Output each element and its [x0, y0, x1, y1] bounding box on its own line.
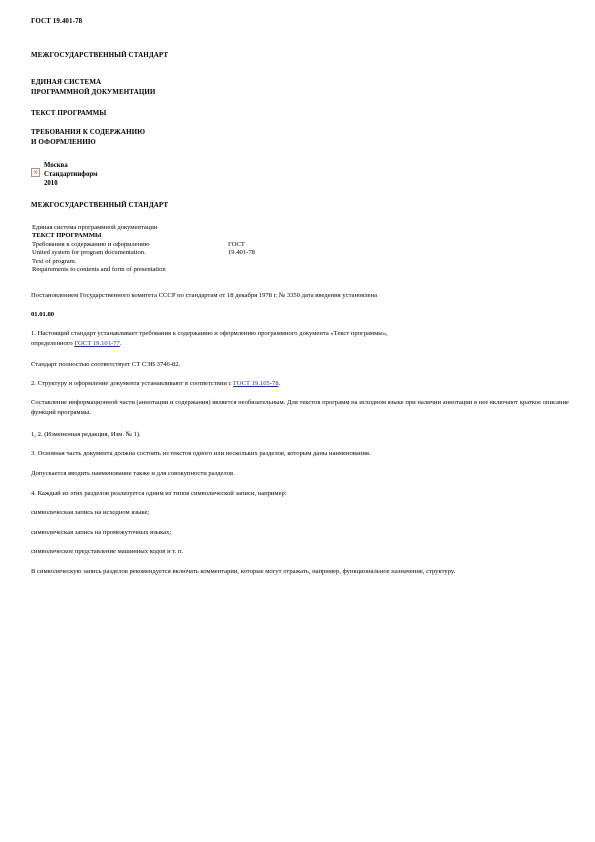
broken-image-icon: ×	[32, 169, 39, 176]
title-block-line-1: Единая система программной документации	[32, 224, 158, 231]
system-line-2: ПРОГРАММНОЙ ДОКУМЕНТАЦИИ	[31, 88, 156, 96]
paragraph-7: Допускается вводить наименование также и для совокупности разделов.	[31, 470, 235, 477]
effective-date: 01.01.80	[31, 311, 55, 318]
publisher-block	[44, 161, 98, 188]
decree-paragraph: Постановлением Государственного комитета СССР по стандартам от 18 декабря 1978 г. № 3350 дата введения установлена	[31, 292, 377, 299]
title-block-line-3: Требования к содержанию и оформлению	[32, 240, 150, 248]
paragraph-8: 4. Каждый из этих разделов реализуется одним из типов символической записи, например:	[31, 490, 287, 497]
publisher-name: Стандартинформ	[44, 171, 98, 178]
paragraph-3-end: .	[278, 380, 281, 387]
gost-number: 19.401-78	[228, 249, 255, 257]
gost-19-101-77-link[interactable]: ГОСТ 19.101-77	[74, 340, 120, 347]
subtitle-line-1: ТРЕБОВАНИЯ К СОДЕРЖАНИЮ	[31, 128, 146, 136]
paragraph-12: В символическую запись разделов рекомендуется включать комментарии, которые могут отражать, например, функциональное назначение, структуру.	[31, 568, 456, 575]
paragraph-1	[31, 329, 388, 349]
system-line-1: ЕДИНАЯ СИСТЕМА	[31, 78, 102, 86]
paragraph-9: символическая запись на исходном языке;	[31, 509, 150, 516]
paragraph-4: Составление информационной части (аннотации и содержания) является необязательным. Для текстов программ на исходном языке при наличии аннотации в нее включают краткое описание функций программы.	[31, 399, 569, 416]
gost-label: ГОСТ	[228, 240, 245, 248]
paragraph-1-text: определенного	[31, 340, 75, 347]
publisher-year: 2010	[44, 180, 58, 187]
title-block-row	[32, 266, 166, 274]
paragraph-1-line-2	[31, 339, 388, 349]
paragraph-3-text: 2. Структуру и оформление документа устанавливают в соответствии с	[31, 380, 234, 387]
paragraph-3	[31, 379, 280, 389]
document-title: ТЕКСТ ПРОГРАММЫ	[31, 109, 107, 117]
title-block-line-4: United system for program documentation.	[32, 249, 146, 257]
title-block-line-5: Text of program.	[32, 257, 77, 265]
gost-19-105-78-link[interactable]: ГОСТ 19.105-78	[233, 380, 279, 387]
paragraph-1-line-1: 1. Настоящий стандарт устанавливает требования к содержанию и оформлению программного документа «Текст программы»,	[31, 330, 388, 337]
title-block-table	[32, 224, 255, 274]
title-block-row	[32, 258, 166, 266]
title-block-row	[32, 240, 245, 249]
section-title: МЕЖГОСУДАРСТВЕННЫЙ СТАНДАРТ	[31, 201, 169, 209]
title-block-line-6: Requirements to contents and form of presentation	[32, 265, 166, 273]
paragraph-2: Стандарт полностью соответствует СТ СЭВ 3746-82.	[31, 361, 181, 368]
paragraph-5: 1, 2. (Измененная редакция, Изм. № 1).	[31, 431, 141, 438]
subtitle-line-2: И ОФОРМЛЕНИЮ	[31, 138, 96, 146]
title-block-row	[32, 249, 255, 257]
paragraph-1-end: .	[119, 340, 122, 347]
title-block-row	[32, 232, 166, 240]
doc-code: ГОСТ 19.401-78	[31, 17, 83, 25]
title-block-line-2: ТЕКСТ ПРОГРАММЫ	[32, 232, 102, 240]
publisher-city: Москва	[44, 162, 68, 169]
title-block-row	[32, 224, 166, 232]
paragraph-11: символическое представление машинных кодов и т. п.	[31, 548, 184, 555]
paragraph-6: 3. Основная часть документа должна состоять из текстов одного или нескольких разделов, которым даны наименования.	[31, 450, 371, 457]
paragraph-10: символическая запись на промежуточных языках;	[31, 529, 172, 536]
standard-type: МЕЖГОСУДАРСТВЕННЫЙ СТАНДАРТ	[31, 51, 169, 59]
